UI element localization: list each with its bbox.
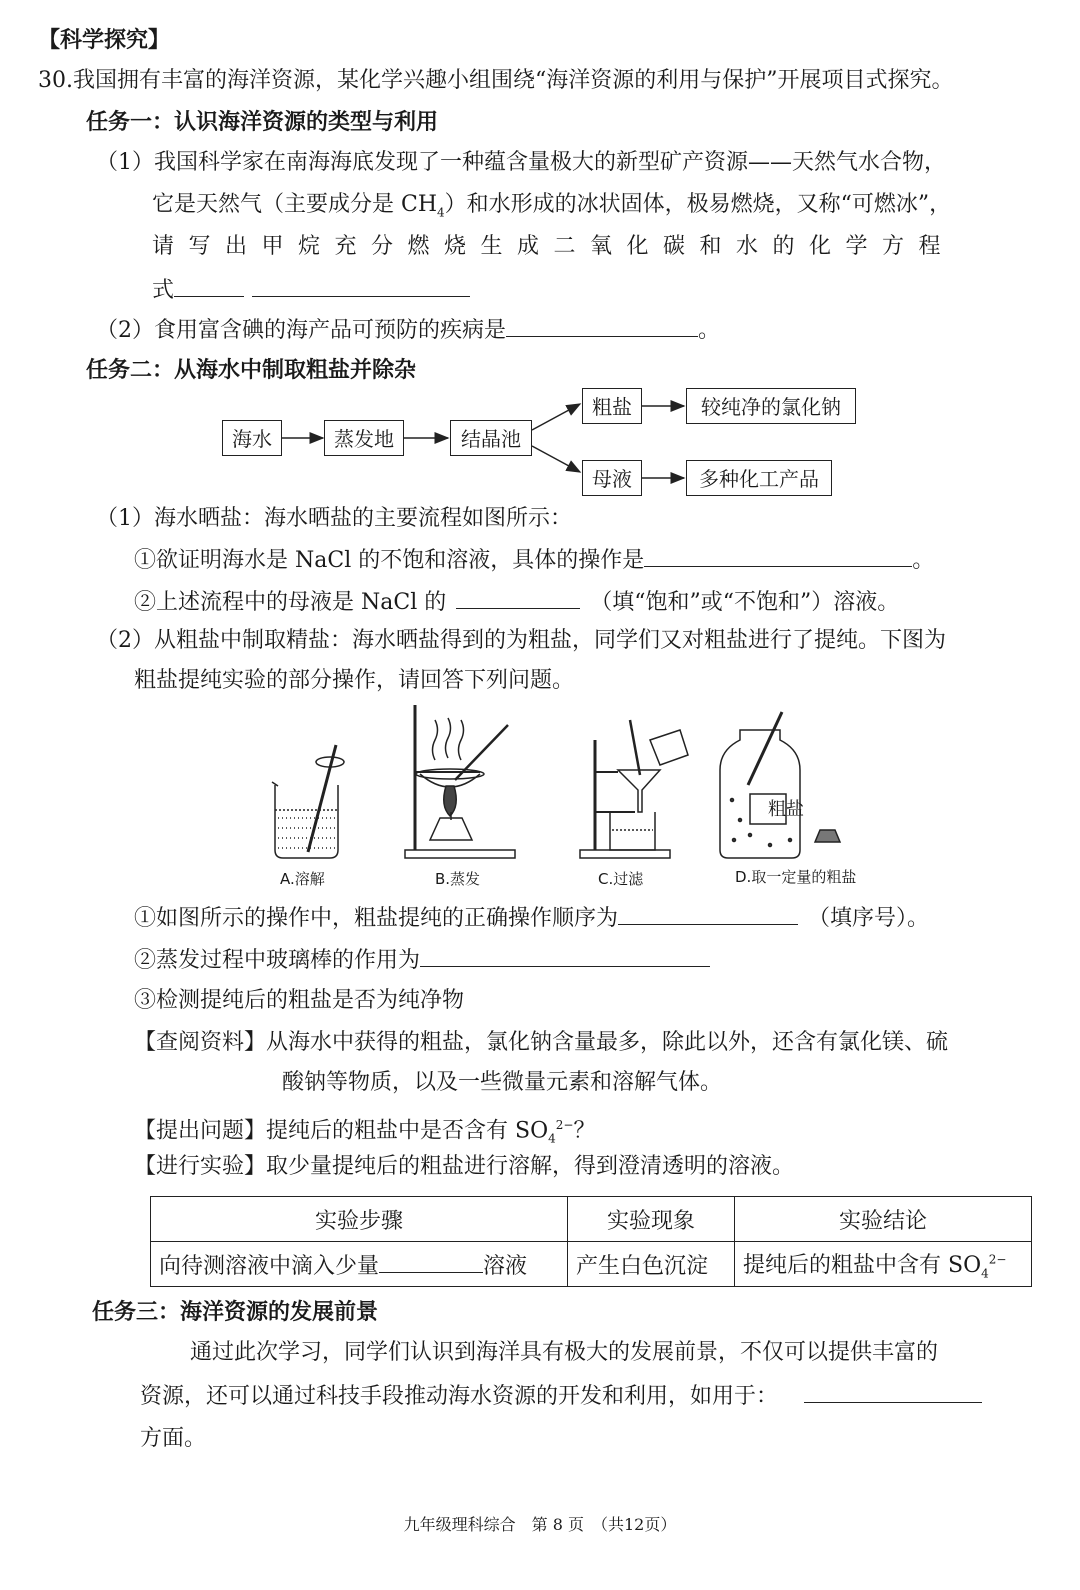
table-header-row (151, 1197, 1032, 1242)
ask-question (134, 1110, 595, 1154)
task3-line1: 通过此次学习，同学们认识到海洋具有极大的发展前景，不仅可以提供丰富的 (190, 1340, 939, 1365)
unsaturated-operation-blank[interactable] (644, 544, 912, 567)
ask-label: 【提出问题】 (134, 1118, 267, 1144)
task1-title: 任务一：认识海洋资源的类型与利用 (86, 110, 439, 135)
bottle-label: 粗盐 (768, 799, 804, 820)
task3-title: 任务三：海洋资源的发展前景 (92, 1300, 379, 1325)
task2-p1-q1-end: 。 (912, 548, 935, 573)
task2-p2-line1: （2）从粗盐中制取精盐：海水晒盐得到的为粗盐，同学们又对粗盐进行了提纯。下图为 (96, 628, 946, 653)
reagent-blank[interactable] (379, 1250, 483, 1273)
task3-line3: 方面。 (140, 1426, 207, 1451)
glass-rod-blank[interactable] (420, 944, 710, 967)
arrow-crystallization-mother (532, 446, 580, 472)
application-blank[interactable] (804, 1380, 982, 1403)
task1-q1-line2b: ）和水形成的冰状固体，极易燃烧，又称“可燃冰”， (444, 192, 952, 217)
header-phenomenon: 实验现象 (568, 1197, 735, 1242)
task2-title: 任务二：从海水中制取粗盐并除杂 (86, 358, 417, 383)
flow-box-crude-salt: 粗盐 (582, 388, 642, 424)
arrow-crystallization-crude (532, 404, 580, 430)
caption-d: D.取一定量的粗盐 (735, 868, 857, 886)
step-end: 溶液 (483, 1253, 528, 1279)
flow-box-chemical-products: 多种化工产品 (686, 460, 832, 496)
task2-p1-q1-text: ①欲证明海水是 NaCl 的不饱和溶液，具体的操作是 (134, 548, 645, 573)
conclusion-superscript: 2− (988, 1252, 1007, 1267)
flow-box-mother-liquor: 母液 (582, 460, 642, 496)
ask-superscript: 2− (555, 1118, 574, 1132)
ask-end: ？ (573, 1118, 596, 1144)
task1-q1-line2a: 它是天然气（主要成分是 CH (152, 192, 438, 217)
cell-step (151, 1242, 568, 1287)
task2-q-order-text: ①如图所示的操作中，粗盐提纯的正确操作顺序为 (134, 906, 619, 931)
task1-q1-line1: （1）我国科学家在南海海底发现了一种蕴含量极大的新型矿产资源——天然气水合物， (96, 150, 946, 175)
order-blank[interactable] (618, 902, 798, 925)
caption-c: C.过滤 (598, 870, 644, 888)
flow-arrows (0, 0, 1080, 520)
step-text: 向待测溶液中滴入少量 (159, 1253, 380, 1279)
experiment-intro (134, 1152, 794, 1182)
filtration-apparatus-icon (580, 720, 688, 858)
table-row (151, 1242, 1032, 1287)
experiment-label: 【进行实验】 (134, 1154, 267, 1179)
task2-p1-q2-text: ②上述流程中的母液是 NaCl 的 (134, 590, 447, 615)
cell-phenomenon: 产生白色沉淀 (568, 1242, 735, 1287)
question-intro-text: 我国拥有丰富的海洋资源，某化学兴趣小组围绕“海洋资源的利用与保护”开展项目式探究。 (73, 68, 954, 93)
reference-line2: 酸钠等物质，以及一些微量元素和溶解气体。 (282, 1070, 723, 1095)
conclusion-subscript: 4 (981, 1266, 989, 1281)
ask-text: 提纯后的粗盐中是否含有 SO (266, 1118, 549, 1144)
reference-line1: 从海水中获得的粗盐，氯化钠含量最多，除此以外，还含有氯化镁、硫 (266, 1030, 949, 1055)
page-footer: 九年级理科综合 第 8 页 （共12页） (403, 1515, 677, 1534)
task1-q2-text: （2）食用富含碘的海产品可预防的疾病是 (96, 318, 506, 343)
task2-p1-q2 (134, 586, 899, 618)
cell-conclusion (735, 1242, 1032, 1287)
task2-q-rod-text: ②蒸发过程中玻璃棒的作用为 (134, 948, 421, 973)
question-number: 30. (38, 68, 73, 93)
task2-p1-q1 (134, 544, 934, 576)
caption-a: A.溶解 (280, 870, 325, 888)
flow-box-crystallization-pond: 结晶池 (450, 420, 532, 456)
ask-subscript: 4 (548, 1131, 556, 1146)
header-conclusion: 实验结论 (735, 1197, 1032, 1242)
task2-q-order (134, 902, 929, 934)
reference-paragraph (134, 1028, 948, 1058)
task2-q-rod (134, 944, 710, 976)
reference-label: 【查阅资料】 (134, 1030, 267, 1055)
ch4-subscript: 4 (437, 205, 445, 220)
task2-p1-q2-end: （填“饱和”或“不饱和”）溶液。 (590, 590, 900, 615)
evaporation-apparatus-icon (405, 705, 515, 858)
section-header: 【科学探究】 (38, 28, 171, 53)
task2-p1-title: （1）海水晒盐：海水晒盐的主要流程如图所示： (96, 506, 572, 531)
experiment-table (150, 1196, 1032, 1287)
header-steps: 实验步骤 (151, 1197, 568, 1242)
crude-salt-bottle-icon (720, 712, 840, 858)
experiment-text: 取少量提纯后的粗盐进行溶解，得到澄清透明的溶液。 (266, 1154, 795, 1179)
task1-q1-line4-text: 式 (152, 278, 175, 303)
caption-b: B.蒸发 (435, 870, 481, 888)
task1-q1-line3: 请写出甲烷充分燃烧生成二氧化碳和水的化学方程 (152, 234, 956, 259)
conclusion-text: 提纯后的粗盐中含有 SO (743, 1252, 982, 1278)
flow-box-pure-nacl: 较纯净的氯化钠 (686, 388, 856, 424)
task2-q-detect: ③检测提纯后的粗盐是否为纯净物 (134, 988, 465, 1013)
beaker-dissolving-icon (272, 745, 344, 858)
flow-box-evaporation-pond: 蒸发地 (324, 420, 404, 456)
task2-q-order-end: （填序号）。 (808, 906, 930, 931)
task2-p2-line2: 粗盐提纯实验的部分操作，请回答下列问题。 (134, 668, 575, 693)
saturated-blank[interactable] (456, 586, 580, 609)
task3-line2 (140, 1380, 982, 1412)
task1-q2-end: 。 (698, 318, 721, 343)
task3-line2-text: 资源，还可以通过科技手段推动海水资源的开发和利用，如用于： (140, 1384, 779, 1409)
flow-box-seawater: 海水 (222, 420, 282, 456)
